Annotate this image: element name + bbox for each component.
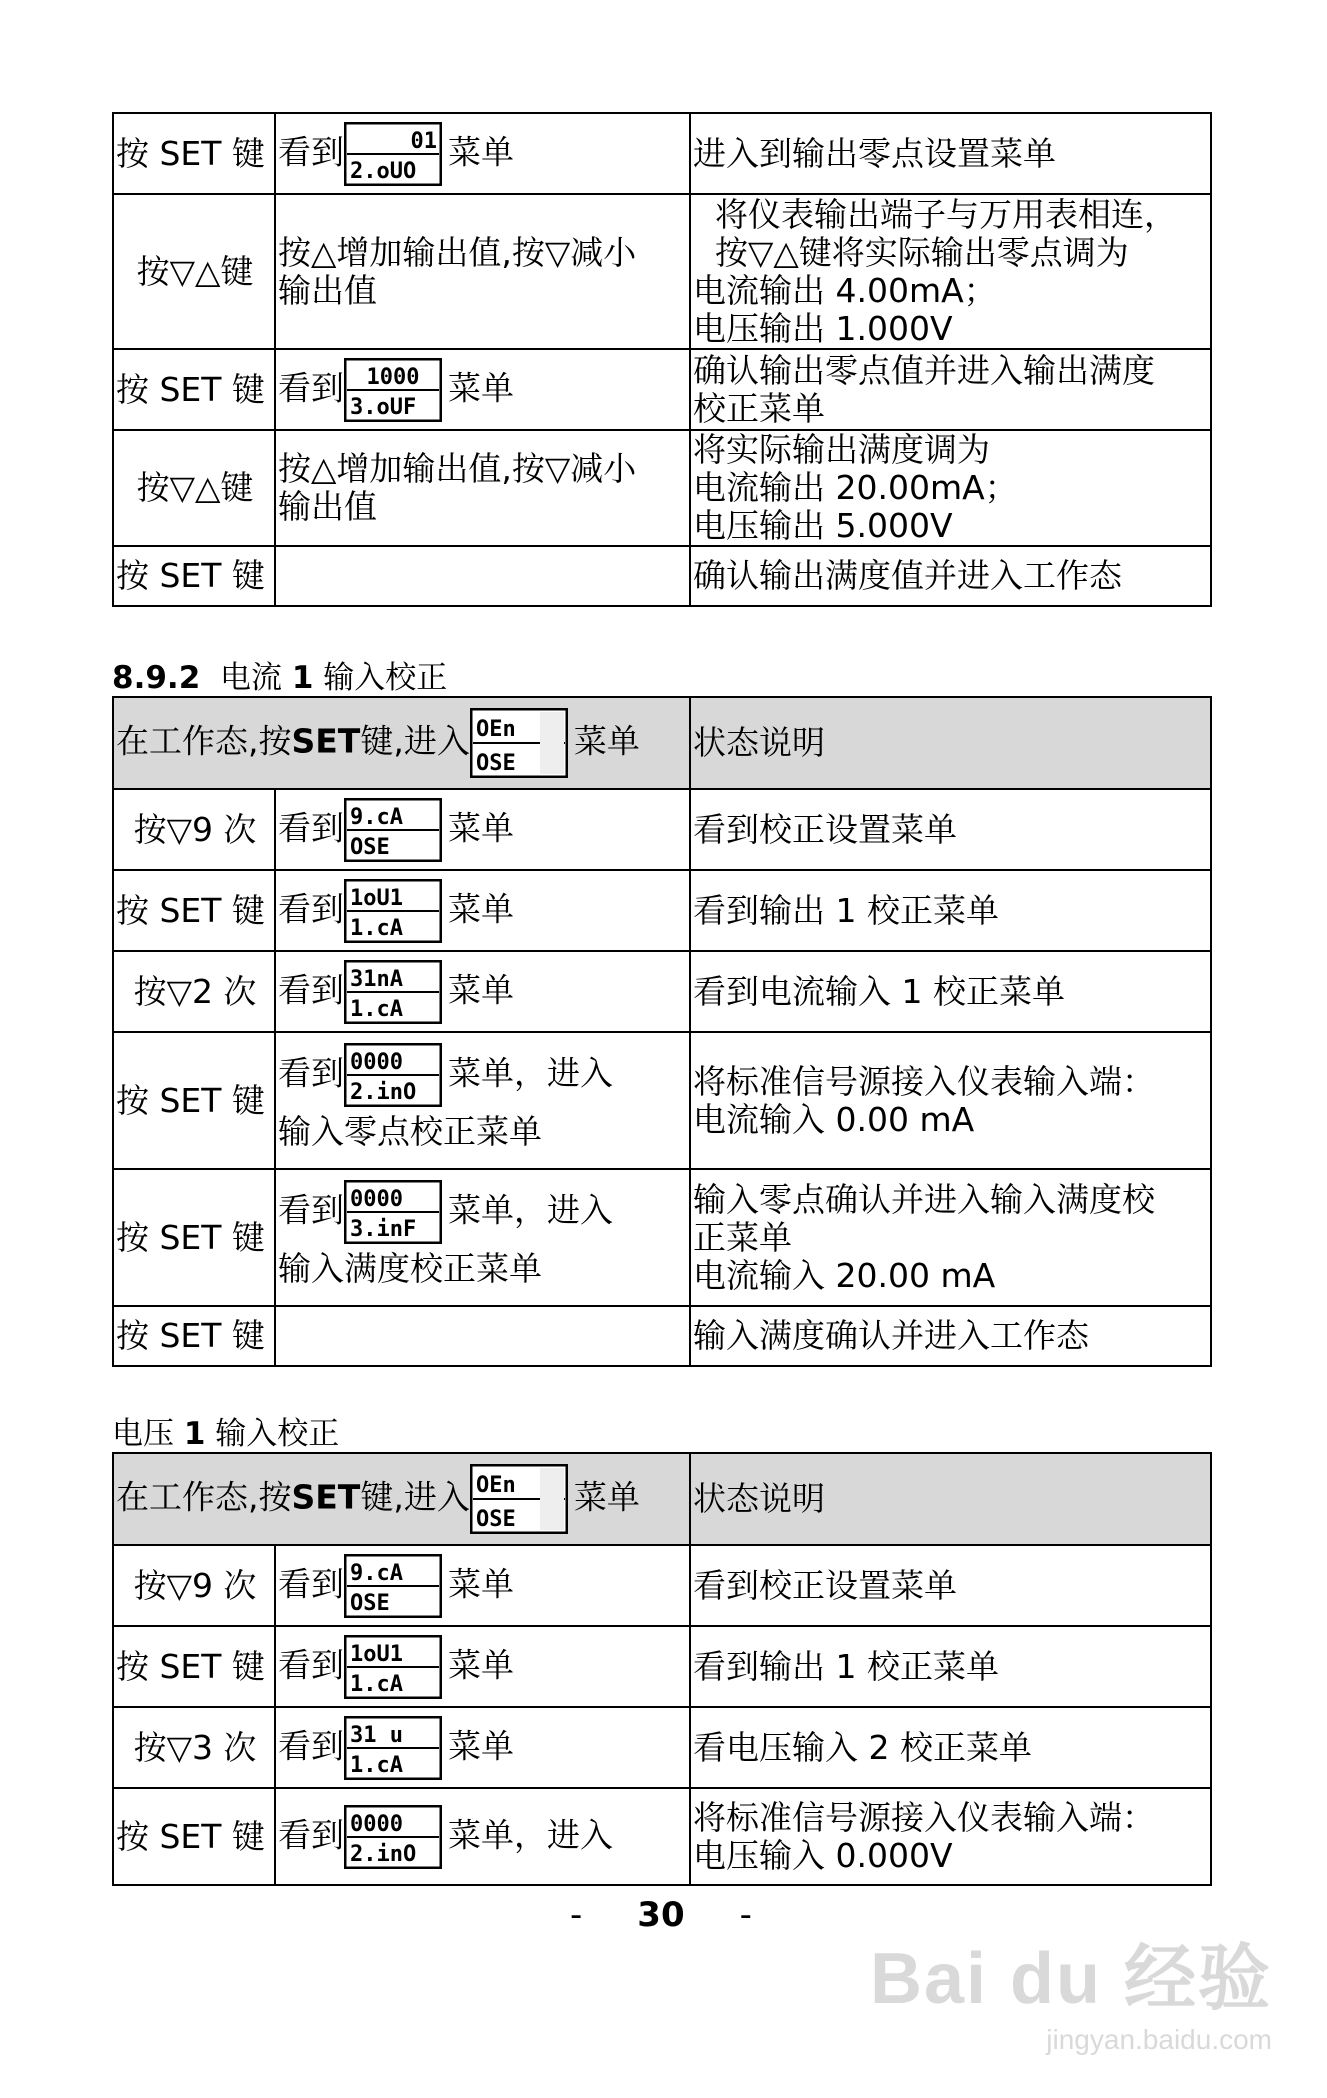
op-cell: 按 SET 键: [113, 1032, 275, 1169]
lcd-bottom-text: OSE: [475, 751, 516, 776]
desc-cell: 看到校正设置菜单: [690, 1545, 1211, 1626]
lcd-bottom-text: 3.inF: [350, 1217, 417, 1242]
lcd-menu-icon: [344, 122, 442, 186]
menu-cell: 看到 31 u 1.cA 菜单: [275, 1707, 690, 1788]
lcd-menu-icon: [344, 879, 442, 943]
empty-cell: [275, 1306, 690, 1366]
lcd-top-text: 1000: [366, 364, 420, 390]
table-row: [113, 546, 1211, 606]
lcd-top-text: OEn: [475, 1473, 516, 1498]
table-row: [113, 1545, 1211, 1626]
lcd-bottom-text: OSE: [350, 834, 390, 860]
table-row: [113, 1788, 1211, 1885]
output-calibration-table: [112, 112, 1212, 607]
desc-cell: 将仪表输出端子与万用表相连， 按▽△键将实际输出零点调为 电流输出 4.00mA； 电压输出 1.000V: [690, 194, 1211, 349]
lcd-menu-icon: [344, 960, 442, 1024]
op-cell: 按▽△键: [113, 194, 275, 349]
menu-cell: 看到 0000 2.inO 菜单，进入: [275, 1788, 690, 1885]
desc-cell: 看到校正设置菜单: [690, 789, 1211, 870]
desc-cell: 确认输出零点值并进入输出满度 校正菜单: [690, 349, 1211, 430]
table-row: [113, 194, 1211, 349]
lcd-menu-icon: [344, 1180, 442, 1244]
op-cell: 按▽9 次: [113, 1545, 275, 1626]
desc-cell: 看到电流输入 1 校正菜单: [690, 951, 1211, 1032]
lcd-bottom-text: OSE: [475, 1507, 516, 1532]
current-input-calibration-table: [112, 696, 1212, 1367]
table-row: [113, 870, 1211, 951]
table-row: [113, 1032, 1211, 1169]
menu-suffix: 菜单: [448, 132, 514, 171]
menu-cell: 看到 9.cA OSE 菜单: [275, 789, 690, 870]
lcd-bottom-text: 1.cA: [350, 1671, 403, 1697]
header-left-cell: 在工作态,按SET键,进入 OEn OSE 菜单: [113, 1453, 690, 1545]
desc-cell: 确认输出满度值并进入工作态: [690, 546, 1211, 606]
middle-cell: 按△增加输出值,按▽减小 输出值: [275, 194, 690, 349]
see-label: 看到: [278, 132, 344, 171]
op-cell: 按 SET 键: [113, 870, 275, 951]
menu-cell: [275, 349, 690, 430]
desc-cell: 输入零点确认并进入输入满度校 正菜单 电流输入 20.00 mA: [690, 1169, 1211, 1306]
lcd-menu-icon: [344, 1716, 442, 1780]
desc-cell: 输入满度确认并进入工作态: [690, 1306, 1211, 1366]
watermark: [870, 1920, 1272, 2056]
lcd-top-text: 1oU1: [350, 1641, 403, 1667]
section-heading: 8.9.2 电流 1 输入校正: [112, 660, 448, 696]
lcd-bottom-text: OSE: [350, 1590, 390, 1616]
menu-cell: 看到 1oU1 1.cA 菜单: [275, 870, 690, 951]
desc-cell: 进入到输出零点设置菜单: [690, 113, 1211, 194]
lcd-menu-icon: [344, 1805, 442, 1869]
table-header-row: [113, 697, 1211, 789]
lcd-top-text: 0000: [350, 1050, 403, 1075]
op-cell: 按 SET 键: [113, 546, 275, 606]
middle-cell: 按△增加输出值,按▽减小 输出值: [275, 430, 690, 546]
lcd-bottom-text: 2.inO: [350, 1841, 417, 1867]
table-row: [113, 789, 1211, 870]
lcd-top-text: 9.cA: [350, 804, 403, 830]
table-row: [113, 349, 1211, 430]
desc-cell: 看电压输入 2 校正菜单: [690, 1707, 1211, 1788]
menu-cell: 看到 9.cA OSE 菜单: [275, 1545, 690, 1626]
lcd-top-text: 0000: [350, 1187, 403, 1212]
table-row: [113, 1707, 1211, 1788]
op-cell: 按▽9 次: [113, 789, 275, 870]
menu-cell: 看到 0000 3.inF 菜单，进入 输入满度校正菜单: [275, 1169, 690, 1306]
voltage-input-calibration-table: [112, 1452, 1212, 1886]
table-header-row: [113, 1453, 1211, 1545]
lcd-top-text: 31 u: [350, 1722, 403, 1748]
menu-cell: 看到 0000 2.inO 菜单，进入 输入零点校正菜单: [275, 1032, 690, 1169]
empty-cell: [275, 546, 690, 606]
lcd-menu-icon: [470, 1464, 568, 1534]
see-label: 看到: [278, 368, 344, 407]
op-cell: 按 SET 键: [113, 1626, 275, 1707]
menu-cell: [275, 113, 690, 194]
lcd-bottom-text: 3.oUF: [350, 394, 417, 420]
watermark-url: jingyan.baidu.com: [1046, 2024, 1272, 2055]
op-cell: 按 SET 键: [113, 349, 275, 430]
menu-cell: 看到 1oU1 1.cA 菜单: [275, 1626, 690, 1707]
table-row: [113, 430, 1211, 546]
lcd-bottom-text: 1.cA: [350, 1752, 403, 1778]
lcd-bottom-text: 2.oUO: [350, 158, 417, 184]
op-cell: 按▽2 次: [113, 951, 275, 1032]
lcd-top-text: 1oU1: [350, 885, 403, 911]
desc-cell: 将实际输出满度调为 电流输出 20.00mA； 电压输出 5.000V: [690, 430, 1211, 546]
table-row: [113, 1169, 1211, 1306]
table-row: [113, 951, 1211, 1032]
page-number: - 30 -: [570, 1895, 752, 1935]
lcd-top-text: 01: [410, 128, 437, 154]
lcd-menu-icon: [344, 1043, 442, 1107]
lcd-top-text: 31nA: [350, 966, 403, 992]
desc-cell: 将标准信号源接入仪表输入端： 电流输入 0.00 mA: [690, 1032, 1211, 1169]
table-row: [113, 1626, 1211, 1707]
lcd-menu-icon: [344, 1635, 442, 1699]
table-row: [113, 1306, 1211, 1366]
op-cell: 按 SET 键: [113, 1306, 275, 1366]
op-cell: 按▽3 次: [113, 1707, 275, 1788]
header-right-cell: 状态说明: [690, 697, 1211, 789]
menu-cell: 看到 31nA 1.cA 菜单: [275, 951, 690, 1032]
desc-cell: 看到输出 1 校正菜单: [690, 870, 1211, 951]
lcd-menu-icon: [344, 1554, 442, 1618]
desc-cell: 看到输出 1 校正菜单: [690, 1626, 1211, 1707]
lcd-bottom-text: 2.inO: [350, 1080, 417, 1105]
lcd-top-text: 9.cA: [350, 1560, 403, 1586]
op-cell: 按▽△键: [113, 430, 275, 546]
op-cell: 按 SET 键: [113, 1169, 275, 1306]
section-heading: 电压 1 输入校正: [112, 1416, 340, 1452]
watermark-brand: Bai du 经验: [869, 1939, 1272, 2019]
op-cell: 按 SET 键: [113, 113, 275, 194]
desc-cell: 将标准信号源接入仪表输入端： 电压输入 0.000V: [690, 1788, 1211, 1885]
lcd-top-text: 0000: [350, 1811, 403, 1837]
lcd-bottom-text: 1.cA: [350, 996, 403, 1022]
table-row: [113, 113, 1211, 194]
menu-suffix: 菜单: [448, 368, 514, 407]
lcd-menu-icon: [344, 798, 442, 862]
lcd-menu-icon: [470, 708, 568, 778]
lcd-menu-icon: [344, 358, 442, 422]
header-right-cell: 状态说明: [690, 1453, 1211, 1545]
lcd-top-text: OEn: [475, 717, 516, 742]
lcd-bottom-text: 1.cA: [350, 915, 403, 941]
header-left-cell: 在工作态,按SET键,进入 OEn OSE 菜单: [113, 697, 690, 789]
op-cell: 按 SET 键: [113, 1788, 275, 1885]
